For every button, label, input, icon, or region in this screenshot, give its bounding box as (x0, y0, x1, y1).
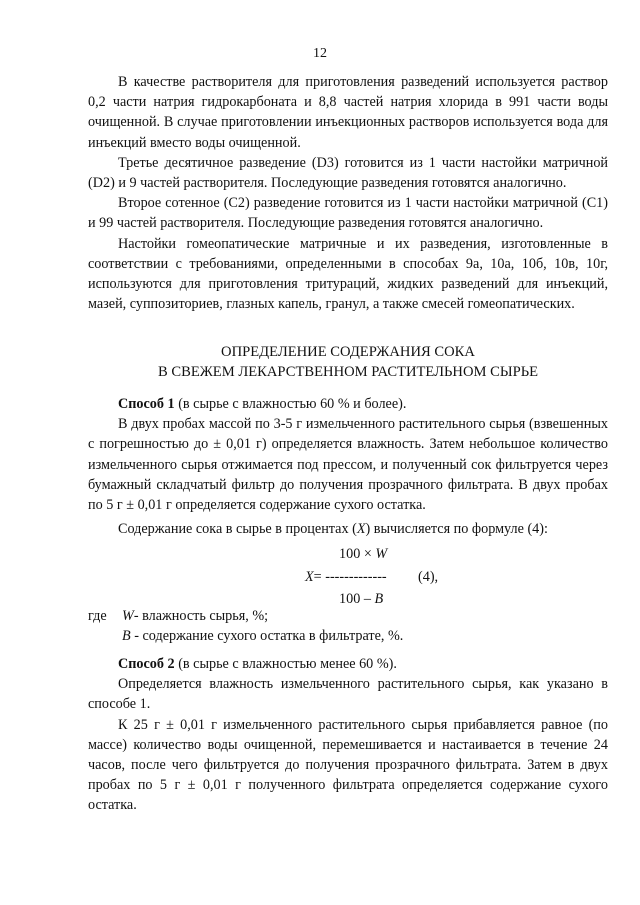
formula-intro-before: Содержание сока в сырье в процентах ( (118, 521, 357, 538)
formula-intro-var: X (356, 521, 366, 538)
paragraph-c2-dilution: Второе сотенное (С2) разведение готовится из 1 части настойки матричной (С1) и 99 частей растворителя. Последующие разведения готовятся аналогично. (88, 195, 608, 232)
method2-paragraph-2: К 25 г ± 0,01 г измельченного растительного сырья прибавляется равное (по массе) количество воды очищенной, перемешивается и настаивается в течение 24 часов, после чего фильтруется до получения прозрачного фильтрата. Затем в двух пробах по 5 г ± 0,01 г полученного фильтрата определяется содержание сухого остатка. (88, 716, 608, 814)
method1-label: Способ 1 (118, 396, 175, 412)
section-heading-line-1: ОПРЕДЕЛЕНИЕ СОДЕРЖАНИЯ СОКА (221, 344, 475, 360)
section-heading-line-2: В СВЕЖЕМ ЛЕКАРСТВЕННОМ РАСТИТЕЛЬНОМ СЫРЬЕ (157, 364, 539, 380)
method1-block (88, 394, 608, 539)
paragraph-d3-dilution: Третье десятичное разведение (D3) готовится из 1 части настойки матричной (D2) и 9 частей растворителя. Последующие разведения готовятся аналогично. (88, 154, 608, 192)
method2-paragraph-1: Определяется влажность измельченного растительного сырья, как указано в способе 1. (88, 676, 608, 713)
intro-block (88, 72, 608, 314)
paragraph-solvent: В качестве растворителя для приготовления разведений используется раствор 0,2 части натрия гидрокарбоната и 8,8 частей натрия хлорида в 991 части воды очищенной. В случае приготовлении инъекционных растворов используется вода для инъекций вместо воды очищенной. (88, 74, 608, 151)
legend-w: W- влажность сырья, %; (122, 608, 269, 624)
method1-paragraph: В двух пробах массой по 3-5 г измельченного растительного сырья (взвешенных с погрешностью до ± 0,01 г) определяется влажность. Затем небольшое количество измельченного сырья отжимается под прессом, и полученный сок фильтруется через бумажный складчатый фильтр до получения прозрачного фильтрата. В двух пробах по 5 г ± 0,01 г определяется содержание сухого остатка. (88, 416, 608, 514)
page-number: 12 (313, 46, 327, 61)
formula-numerator: 100 × W (339, 546, 388, 562)
method2-title (88, 654, 608, 674)
formula-lhs: X= ------------- (305, 569, 387, 585)
method1-condition: (в сырье с влажностью 60 % и более). (174, 396, 407, 412)
method2-block (88, 654, 608, 816)
method2-condition: (в сырье с влажностью менее 60 %). (174, 656, 397, 672)
method1-title (88, 394, 608, 414)
paragraph-tinctures-usage: Настойки гомеопатические матричные и их разведения, изготовленные в соответствии с требованиями, определенными в способах 9а, 10а, 10б, 10в, 10г, используются для приготовления тритураций, жидких разведений для инъекций, мазей, суппозиториев, глазных капель, гранул, а также смесей гомеопатических. (88, 235, 608, 313)
legend-b: B - содержание сухого остатка в фильтрате, %. (122, 628, 404, 644)
formula-tag: (4), (418, 569, 439, 585)
method2-label: Способ 2 (118, 656, 175, 672)
legend-label: где (88, 608, 107, 624)
formula-intro-after: ) вычисляется по формуле (4): (365, 521, 548, 538)
formula-fraction-bar: ------------- (321, 569, 387, 585)
formula-denominator: 100 – B (339, 591, 384, 607)
formula-intro (88, 519, 608, 539)
